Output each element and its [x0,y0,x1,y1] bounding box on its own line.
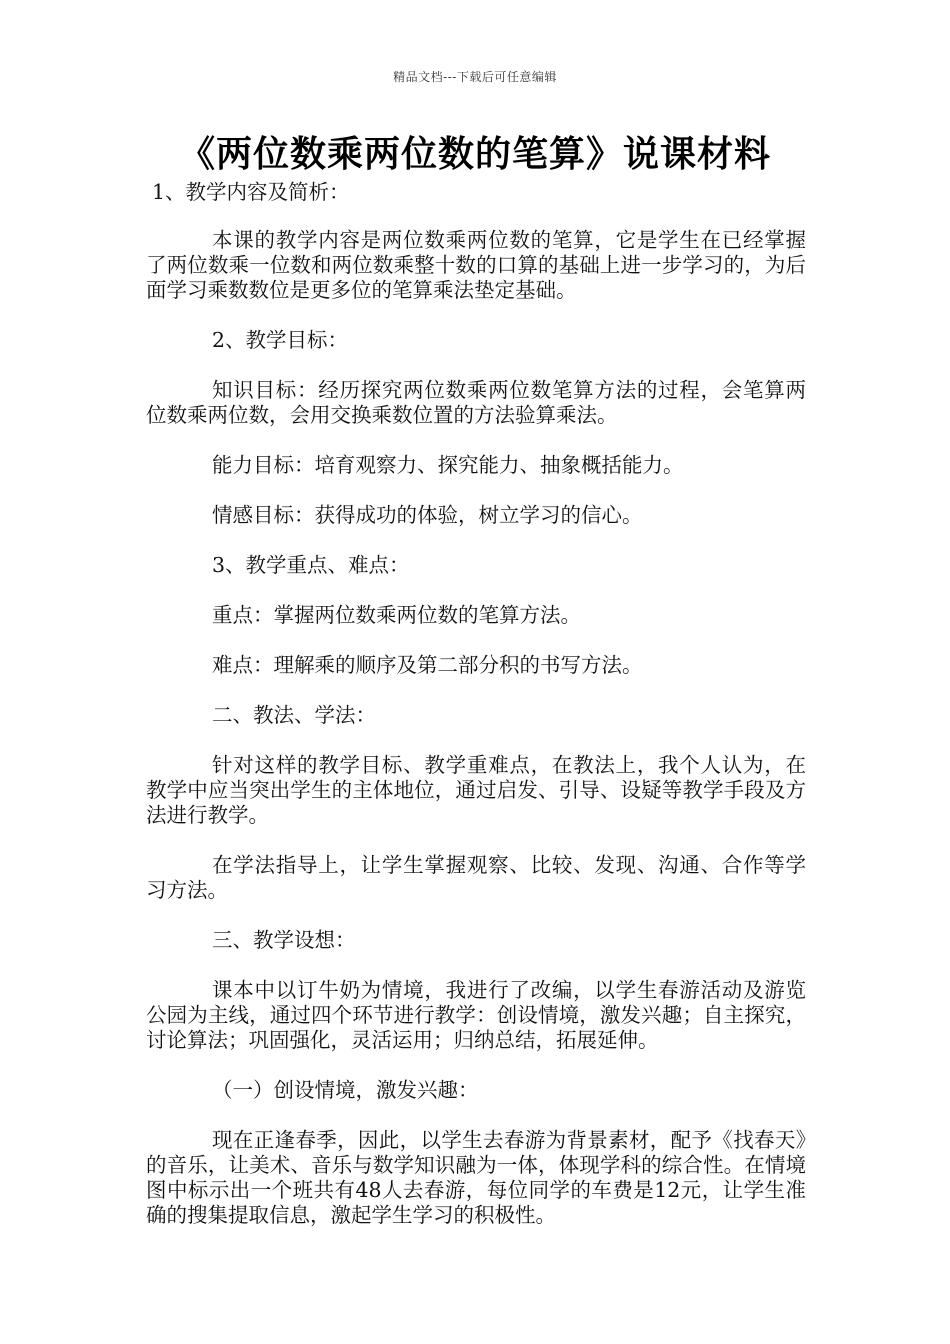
ability-goal-paragraph: 能力目标：培育观察力、探究能力、抽象概括能力。 [212,453,684,477]
part-3-heading: 三、教学设想： [212,928,356,952]
step-1-heading: （一）创设情境，激发兴趣： [212,1078,479,1102]
document-body [146,180,806,1228]
page-header-note: 精品文档---下载后可任意编辑 [393,70,557,84]
section-2-heading: 2、教学目标： [212,328,349,352]
teaching-method-paragraph: 针对这样的教学目标、教学重难点，在教法上，我个人认为，在教学中应当突出学生的主体地位，通过启发、引导、设疑等教学手段及方法进行教学。 [146,753,806,827]
section-1-paragraph: 本课的教学内容是两位数乘两位数的笔算，它是学生在已经掌握了两位数乘一位数和两位数乘整十数的口算的基础上进一步学习的，为后面学习乘数数位是更多位的笔算乘法垫定基础。 [146,228,806,302]
difficulty-paragraph: 难点：理解乘的顺序及第二部分积的书写方法。 [212,653,643,677]
learning-method-paragraph: 在学法指导上，让学生掌握观察、比较、发现、沟通、合作等学习方法。 [146,853,806,902]
document-title: 《两位数乘两位数的笔算》说课材料 [178,133,771,175]
key-point-paragraph: 重点：掌握两位数乘两位数的笔算方法。 [212,603,581,627]
knowledge-goal-paragraph: 知识目标：经历探究两位数乘两位数笔算方法的过程，会笔算两位数乘两位数，会用交换乘数位置的方法验算乘法。 [146,378,806,427]
step-1-paragraph: 现在正逢春季，因此，以学生去春游为背景素材，配予《找春天》的音乐，让美术、音乐与数学知识融为一体，体现学科的综合性。在情境图中标示出一个班共有48人去春游，每位同学的车费是12元，让学生准确的搜集提取信息，激起学生学习的积极性。 [146,1128,806,1227]
section-1-heading: 1、教学内容及简析： [152,180,350,204]
teaching-design-paragraph: 课本中以订牛奶为情境，我进行了改编，以学生春游活动及游览公园为主线，通过四个环节进行教学：创设情境，激发兴趣；自主探究，讨论算法；巩固强化，灵活运用；归纳总结，拓展延伸。 [146,978,806,1052]
part-2-heading: 二、教法、学法： [212,703,376,727]
emotion-goal-paragraph: 情感目标：获得成功的体验，树立学习的信心。 [212,503,643,527]
section-3-heading: 3、教学重点、难点： [212,553,410,577]
